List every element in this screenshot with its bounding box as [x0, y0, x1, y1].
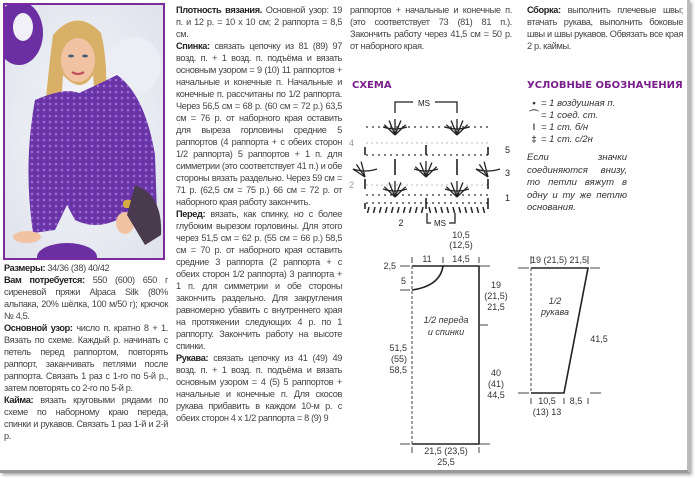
- chain-stitch: [480, 194, 482, 196]
- chain-stitch: [421, 184, 422, 185]
- neck-back-depth: 2,5: [383, 261, 396, 271]
- edging-stitch: [404, 207, 406, 213]
- chain-stitch: [372, 202, 374, 204]
- shoulder-size-2: (12,5): [449, 240, 473, 250]
- sizes-label: Размеры:: [4, 263, 46, 273]
- length-size-2: (55): [390, 354, 407, 364]
- back-text: связать цепочку из 81 (89) 97 возд. п. + 1 возд. п. подъёма и вязать основным узором = 9 (10) 11 раппортов + начальные и конечные п. Начальные и конечные п. рассчитаны по 1/2 раппорта. Через 56,5 см = 68 р. (60 см = 72 р.) 63,5 см = 76 р. от наборного края оставить для выреза горловины средние 5 раппортов (4 раппорта + с обеих сторон 1/2 раппорта) 5 раппортов + 1 п. для симметрии (это соответствует 41 п.) и обе стороны вязать раздельно. Через 59 см = 71 р. (62,5 см = 75 р.) 66 см = 72 р. от наборного края работу закончить.: [176, 41, 342, 207]
- edging-label: Кайма:: [4, 395, 34, 405]
- armhole-size-1: 19: [490, 280, 502, 290]
- chain-stitch: [444, 202, 446, 204]
- chain-stitch: [444, 194, 446, 196]
- chain-stitch: [420, 154, 422, 156]
- chain-stitch: [468, 194, 470, 196]
- chain-stitch: [462, 202, 464, 204]
- length-size-1: 51,5: [389, 343, 407, 353]
- gauge-text: Основной узор: 19 п. и 12 р. = 10 х 10 см; 2 раппорта = 8,5 см.: [176, 5, 342, 39]
- edging-stitch: [368, 207, 370, 213]
- sleeve-text: связать цепочку из 41 (49) 49 возд. п. + 1 возд. п. подъёма и вязать основным узором = 4 (5) 5 раппортов + начальные и конечные п. Для скосов рукава прибавить в каждом 10-м р. с обеих сторон 4 х 1/2 раппорта = 8 (9) 9: [176, 353, 342, 423]
- sleeve-outline: [531, 268, 588, 393]
- legend-item-slip: [527, 110, 647, 122]
- chain-stitch: [420, 202, 422, 204]
- chain-stitch: [414, 154, 416, 156]
- chain-stitch: [408, 194, 410, 196]
- edging-stitch: [410, 207, 412, 213]
- chain-stitch: [462, 154, 464, 156]
- row-label-4: 4: [349, 138, 355, 148]
- chain-stitch: [426, 142, 427, 143]
- chain-stitch: [480, 202, 482, 204]
- body-label-1: 1/2 переда: [423, 315, 469, 325]
- sizes-text: 34/36 (38) 40/42: [45, 263, 110, 273]
- edge-row-label: 2: [398, 218, 404, 227]
- chain-stitch: [426, 194, 428, 196]
- chain-stitch: [381, 184, 382, 185]
- legend-title: УСЛОВНЫЕ ОБОЗНАЧЕНИЯ: [527, 80, 683, 91]
- chain-dots: [366, 126, 488, 204]
- chain-stitch: [444, 154, 446, 156]
- chain-stitch: [406, 142, 407, 143]
- chain-stitch: [414, 202, 416, 204]
- chain-stitch: [471, 142, 472, 143]
- chain-stitch: [414, 194, 416, 196]
- chain-stitch: [441, 142, 442, 143]
- chain-stitch: [432, 126, 434, 128]
- chain-stitch: [431, 142, 432, 143]
- edging-stitch: [398, 207, 400, 213]
- chain-stitch: [396, 202, 398, 204]
- chain-stitch: [402, 194, 404, 196]
- edging-stitch: [416, 207, 418, 213]
- chain-stitch: [396, 142, 397, 143]
- assembly-text: выполнить плечевые швы; втачать рукава, выполнить боковые швы и швы рукавов. Обвязать все края 2 р. каймы.: [527, 5, 683, 51]
- legend-text: = 1 соед. ст.: [541, 110, 599, 121]
- front-paragraph: [176, 208, 342, 352]
- chain-stitch: [432, 194, 434, 196]
- edging-text: вязать круговыми рядами по схеме по наборному краю переда, спинки и рукавов. Связать 1 раз 1-й и 2-й р.: [4, 395, 168, 441]
- chain-symbol-icon: •: [532, 98, 536, 109]
- edging-stitch: [447, 207, 449, 213]
- neck-width: 11: [422, 254, 432, 264]
- face: [61, 38, 95, 82]
- slip-stitch-symbol-icon: ⌒: [529, 110, 539, 121]
- dimension-ticks: [400, 257, 490, 453]
- front-text: вязать, как спинку, но с более глубоким вырезом горловины. Для этого через 51,5 см = 62 р. (55 см = 66 р.) 58,5 см = 70 р. от наборного края оставить средние 3 раппорта (2 раппорта + с обеих сторон 1/2 раппорта) 3 раппорта + 1 п. для симметрии и обе стороны закончить раздельно. Для закругления равномерно убавить с внутреннего края на протяжении следующих 4 р. по 1 раппорту. Закончить работу на высоте спинки.: [176, 209, 342, 351]
- chain-stitch: [420, 126, 422, 128]
- chain-stitch: [474, 202, 476, 204]
- edging-stitch: [422, 207, 424, 213]
- main-pattern-paragraph: [4, 322, 168, 394]
- chain-stitch: [378, 194, 380, 196]
- chain-stitch: [474, 154, 476, 156]
- chain-stitch: [366, 126, 368, 128]
- edging-stitch: [374, 207, 376, 213]
- chain-stitch: [436, 184, 437, 185]
- chain-stitch: [431, 184, 432, 185]
- chain-stitch: [461, 142, 462, 143]
- chain-stitch: [468, 202, 470, 204]
- chain-stitch: [486, 126, 488, 128]
- sleeve-bottom-2: (13) 13: [532, 407, 562, 417]
- chain-stitch: [366, 142, 367, 143]
- chain-stitch: [446, 142, 447, 143]
- chain-stitch: [384, 194, 386, 196]
- chain-stitch: [408, 126, 410, 128]
- materials-column: [4, 262, 168, 442]
- row-label-2: 2: [349, 180, 355, 190]
- legend-note: Если значки соединяются внизу, то петли вяжут в одну и ту же петлю основания.: [527, 152, 627, 213]
- chain-stitch: [438, 202, 440, 204]
- model-photo: [3, 3, 165, 260]
- chain-dots-light: [366, 142, 487, 185]
- model-illustration: [5, 5, 163, 258]
- chain-stitch: [391, 142, 392, 143]
- chain-stitch: [451, 142, 452, 143]
- edging-stitch: [459, 207, 461, 213]
- chain-stitch: [378, 202, 380, 204]
- chain-stitch: [408, 154, 410, 156]
- single-crochet-symbol-icon: ǀ: [532, 122, 536, 133]
- chain-stitch: [402, 154, 404, 156]
- edging-stitch: [392, 207, 394, 213]
- chain-stitch: [462, 194, 464, 196]
- chain-stitch: [372, 126, 374, 128]
- side-size-2: (41): [487, 379, 505, 389]
- instructions-column: [176, 4, 342, 424]
- edging-stitch: [429, 207, 431, 213]
- chain-stitch: [450, 154, 452, 156]
- row-label-5: 5: [505, 145, 511, 155]
- chain-stitch: [372, 194, 374, 196]
- row-label-1: 1: [505, 193, 511, 203]
- back-label: Спинка:: [176, 41, 210, 51]
- body-outline: [412, 266, 479, 444]
- chain-stitch: [411, 184, 412, 185]
- chain-stitch: [446, 184, 447, 185]
- sleeve-top-width: 19 (21,5) 21,5: [530, 255, 588, 265]
- chain-stitch: [376, 142, 377, 143]
- row-label-3: 3: [505, 168, 511, 178]
- chain-stitch: [466, 184, 467, 185]
- chain-stitch: [401, 142, 402, 143]
- chain-stitch: [366, 194, 368, 196]
- chain-stitch: [450, 126, 452, 128]
- edging-stitch: [380, 207, 382, 213]
- chain-stitch: [384, 154, 386, 156]
- chain-stitch: [366, 184, 367, 185]
- chain-stitch: [391, 184, 392, 185]
- edging-stitch: [465, 207, 467, 213]
- chain-stitch: [474, 194, 476, 196]
- edging-stitch: [471, 207, 473, 213]
- half-double-crochet-symbol-icon: ‡: [531, 134, 537, 145]
- chain-stitch: [436, 142, 437, 143]
- edging-paragraph: [4, 394, 168, 442]
- chain-stitch: [402, 202, 404, 204]
- sleeve-continuation-text: раппортов + начальные и конечные п. (это соответствует 73 (81) 81 п.). Закончить работу через 41,5 см = 50 р. от наборного края.: [350, 5, 512, 51]
- armhole-size-2: (21,5): [484, 291, 508, 301]
- chain-stitch: [432, 154, 434, 156]
- materials-paragraph: [4, 274, 168, 322]
- body-schematic: [370, 228, 515, 470]
- chain-stitch: [381, 142, 382, 143]
- gauge-label: Плотность вязания.: [176, 5, 262, 15]
- scheme-title: СХЕМА: [352, 80, 392, 91]
- edging-stitch: [453, 207, 455, 213]
- chain-stitch: [486, 142, 487, 143]
- edging-stitch: [386, 207, 388, 213]
- chain-stitch: [416, 142, 417, 143]
- chain-stitch: [480, 154, 482, 156]
- chain-stitch: [462, 126, 464, 128]
- legend-text: = 1 воздушная п.: [541, 98, 616, 109]
- sleeve-bottom-1: 10,5: [538, 396, 556, 406]
- chain-stitch: [396, 154, 398, 156]
- chain-stitch: [456, 142, 457, 143]
- chain-stitch: [366, 154, 368, 156]
- sleeve-length: 41,5: [590, 334, 608, 344]
- length-size-3: 58,5: [389, 365, 407, 375]
- edging-stitch: [441, 207, 443, 213]
- chain-stitch: [476, 184, 477, 185]
- chain-stitch: [384, 202, 386, 204]
- chain-stitch: [456, 202, 458, 204]
- chain-stitch: [406, 184, 407, 185]
- legend-item-sc: [527, 122, 647, 134]
- front-label: Перед:: [176, 209, 206, 219]
- body-label-2: и спинки: [427, 327, 465, 337]
- materials-label: Вам потребуется:: [4, 275, 85, 285]
- sleeve-ticks: [518, 256, 601, 404]
- ms-bottom-label: MS: [434, 219, 446, 227]
- chain-stitch: [371, 142, 372, 143]
- chain-stitch: [390, 202, 392, 204]
- assembly-column: [527, 4, 683, 52]
- sleeve-increase: 8,5: [569, 396, 583, 406]
- chain-stitch: [438, 126, 440, 128]
- chain-stitch: [438, 194, 440, 196]
- back-paragraph: [176, 40, 342, 208]
- chain-stitch: [426, 184, 427, 185]
- chain-stitch: [450, 194, 452, 196]
- sleeve-label: Рукава:: [176, 353, 209, 363]
- chain-stitch: [438, 154, 440, 156]
- sleeve-continuation: [350, 4, 512, 52]
- legend-item-chain: [527, 98, 647, 110]
- chain-stitch: [371, 184, 372, 185]
- chain-stitch: [378, 126, 380, 128]
- chain-stitch: [468, 154, 470, 156]
- chain-stitch: [401, 184, 402, 185]
- sleeve-paragraph: [176, 352, 342, 424]
- chain-stitch: [421, 142, 422, 143]
- chain-stitch: [450, 202, 452, 204]
- chain-stitch: [386, 142, 387, 143]
- shoulder-size-3: 14,5: [452, 254, 470, 264]
- main-pattern-text: число п. кратно 8 + 1. Вязать по схеме. Каждый р. начинать с петель перед раппортом, повторять раппорт, заканчивать петлями после раппорта. Связать 1 раз с 1-го по 5-й р., затем повторять со 2-го по 5-й р.: [4, 323, 168, 393]
- chain-stitch: [481, 184, 482, 185]
- edging-stitch: [477, 207, 479, 213]
- chain-stitch: [456, 154, 458, 156]
- crochet-chart: [345, 95, 520, 227]
- width-size-1: 21,5 (23,5): [424, 446, 468, 456]
- chain-stitch: [372, 154, 374, 156]
- assembly-label: Сборка:: [527, 5, 561, 15]
- side-size-1: 40: [490, 368, 502, 378]
- chain-stitch: [486, 194, 488, 196]
- materials-text: 550 (600) 650 г сиреневой пряжи Alpaca Silk (80% альпака, 20% шёлка, 100 м/50 г); крючок № 4,5.: [4, 275, 168, 321]
- legend-text: = 1 ст. б/н: [541, 122, 589, 133]
- side-size-3: 44,5: [487, 390, 505, 400]
- legend-block: [527, 98, 647, 215]
- legend-item-hdc: [527, 134, 647, 146]
- chain-stitch: [416, 184, 417, 185]
- chain-stitch: [390, 154, 392, 156]
- width-size-2: 25,5: [437, 457, 455, 467]
- chain-stitch: [471, 184, 472, 185]
- chain-stitch: [480, 126, 482, 128]
- chain-stitch: [441, 184, 442, 185]
- chain-stitch: [432, 202, 434, 204]
- edging-stitch: [435, 207, 437, 213]
- sizes-paragraph: [4, 262, 168, 274]
- chain-stitch: [366, 202, 368, 204]
- chain-stitch: [474, 126, 476, 128]
- assembly-paragraph: [527, 4, 683, 52]
- chain-stitch: [376, 184, 377, 185]
- legend-text: = 1 ст. с/2н: [541, 134, 593, 145]
- chain-stitch: [396, 184, 397, 185]
- sleeve-schematic: [515, 248, 615, 423]
- chain-stitch: [408, 202, 410, 204]
- edging-stitch: [483, 207, 485, 213]
- chain-stitch: [386, 184, 387, 185]
- sleeve-label-2: рукава: [541, 307, 569, 317]
- chain-stitch: [476, 142, 477, 143]
- ms-top-label: MS: [418, 99, 430, 108]
- chain-stitch: [414, 126, 416, 128]
- armhole-size-3: 21,5: [487, 302, 505, 312]
- main-pattern-label: Основной узор:: [4, 323, 73, 333]
- gauge-paragraph: [176, 4, 342, 40]
- chain-stitch: [481, 142, 482, 143]
- chain-stitch: [378, 154, 380, 156]
- sleeve-label-1: 1/2: [548, 296, 562, 306]
- chain-stitch: [426, 126, 428, 128]
- neck-front-depth: 5: [400, 276, 406, 286]
- chain-stitch: [411, 142, 412, 143]
- chain-stitch: [466, 142, 467, 143]
- chain-stitch: [420, 194, 422, 196]
- shoulder-size-1: 10,5: [452, 230, 470, 240]
